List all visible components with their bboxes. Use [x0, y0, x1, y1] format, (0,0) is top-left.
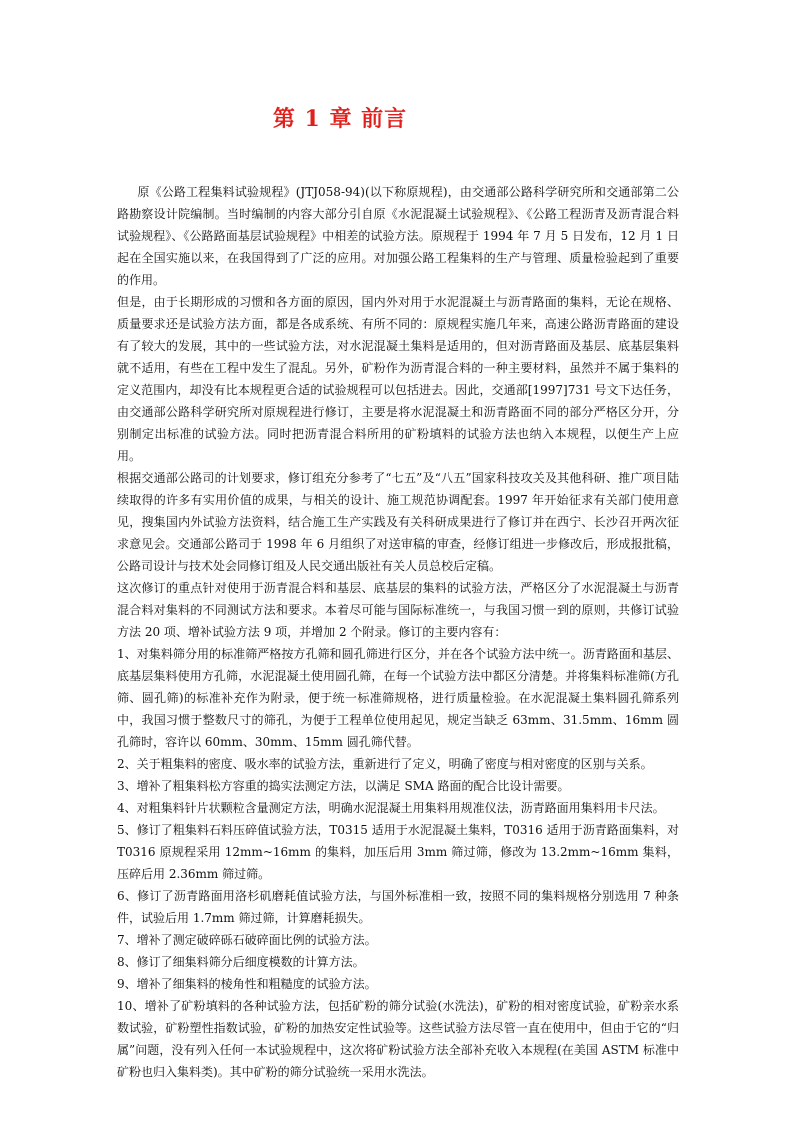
list-item: 9、增补了细集料的棱角性和粗糙度的试验方法。 [117, 977, 377, 991]
list-item: 6、修订了沥青路面用洛杉矶磨耗值试验方法，与国外标准相一致，按照不同的集料规格分别选用 7 种条件，试验后用 1.7mm 筛过筛，计算磨耗损失。 [117, 889, 679, 925]
paragraph: 这次修订的重点针对使用于沥青混合料和基层、底基层的集料的试验方法，严格区分了水泥混凝土与沥青混合料对集料的不同测试方法和要求。本着尽可能与国际标准统一，与我国习惯一到的原则，共修订试验方法 20 项、增补试验方法 9 项，并增加 2 个附录。修订的主要内容有： [117, 581, 679, 639]
paragraph: 但是，由于长期形成的习惯和各方面的原因，国内外对用于水泥混凝土与沥青路面的集料，无论在规格、质量要求还是试验方法方面，都是各成系统、有所不同的：原规程实施几年来，高速公路沥青路面的建设有了较大的发展，其中的一些试验方法，对水泥混凝土集料是适用的，但对沥青路面及基层、底基层集料就不适用，有些在工程中发生了混乱。另外，矿粉作为沥青混合料的一种主要材料，虽然并不属于集料的定义范围内，却没有比本规程更合适的试验规程可以包括进去。因此，交通部[1997]731 号文下达任务，由交通部公路科学研究所对原规程进行修订，主要是将水泥混凝土和沥青路面不同的部分严格区分开，分别制定出标准的试验方法。同时把沥青混合料所用的矿粉填料的试验方法也纳入本规程，以便生产上应用。 [117, 295, 679, 463]
chapter-title: 第 1 章 前言 [272, 106, 408, 132]
paragraph: 原《公路工程集料试验规程》(JTJ058-94)(以下称原规程)，由交通部公路科学研究所和交通部第二公路勘察设计院编制。当时编制的内容大部分引自原《水泥混凝土试验规程》、《公路工程沥青及沥青混合料试验规程》、《公路路面基层试验规程》中相差的试验方法。原规程于 1994 年 7 月 5 日发布，12 月 1 日起在全国实施以来，在我国得到了广泛的应用。对加强公路工程集料的生产与管理、质量检验起到了重要的作用。 [117, 185, 679, 287]
list-item: 4、对粗集料针片状颗粒含量测定方法，明确水泥混凝土用集料用规准仪法，沥青路面用集料用卡尺法。 [117, 801, 665, 815]
list-item: 2、关于粗集料的密度、吸水率的试验方法，重新进行了定义，明确了密度与相对密度的区别与关系。 [117, 757, 653, 771]
list-item: 3、增补了粗集料松方容重的捣实法测定方法，以满足 SMA 路面的配合比设计需要。 [117, 779, 570, 793]
body-text [117, 181, 679, 1083]
list-item: 8、修订了细集料筛分后细度模数的计算方法。 [117, 955, 365, 969]
paragraph: 根据交通部公路司的计划要求，修订组充分参考了“七五”及“八五”国家科技攻关及其他科研、推广项目陆续取得的许多有实用价值的成果，与相关的设计、施工规范协调配套。1997 年开始征求有关部门使用意见，搜集国内外试验方法资料，结合施工生产实践及有关科研成果进行了修订并在西宁、长沙召开两次征求意见会。交通部公路司于 1998 年 6 月组织了对送审稿的审查，经修订组进一步修改后，形成报批稿，公路司设计与技术处会同修订组及人民交通出版社有关人员总校后定稿。 [117, 471, 679, 573]
list-item: 5、修订了粗集料石料压碎值试验方法，T0315 适用于水泥混凝土集料，T0316 适用于沥青路面集料，对 T0316 原规程采用 12mm~16mm 的集料，加压后用 3mm 筛过筛，修改为 13.2mm~16mm 集料，压碎后用 2.36mm 筛过筛。 [117, 823, 679, 881]
list-item: 10、增补了矿粉填料的各种试验方法，包括矿粉的筛分试验(水洗法)，矿粉的相对密度试验，矿粉亲水系数试验，矿粉塑性指数试验，矿粉的加热安定性试验等。这些试验方法尽管一直在使用中，但由于它的“归属”问题，没有列入任何一本试验规程中，这次将矿粉试验方法全部补充收入本规程(在美国 ASTM 标准中矿粉也归入集料类)。其中矿粉的筛分试验统一采用水洗法。 [117, 999, 679, 1079]
list-item: 7、增补了测定破碎砾石破碎面比例的试验方法。 [117, 933, 377, 947]
list-item: 1、对集料筛分用的标准筛严格按方孔筛和圆孔筛进行区分，并在各个试验方法中统一。沥青路面和基层、底基层集料使用方孔筛，水泥混凝土使用圆孔筛，在每一个试验方法中都区分清楚。并将集料标准筛(方孔筛、圆孔筛)的标准补充作为附录，便于统一标准筛规格，进行质量检验。在水泥混凝土集料圆孔筛系列中，我国习惯于整数尺寸的筛孔，为便于工程单位使用起见，规定当缺乏 63mm、31.5mm、16mm 圆孔筛时，容许以 60mm、30mm、15mm 圆孔筛代替。 [117, 647, 679, 749]
